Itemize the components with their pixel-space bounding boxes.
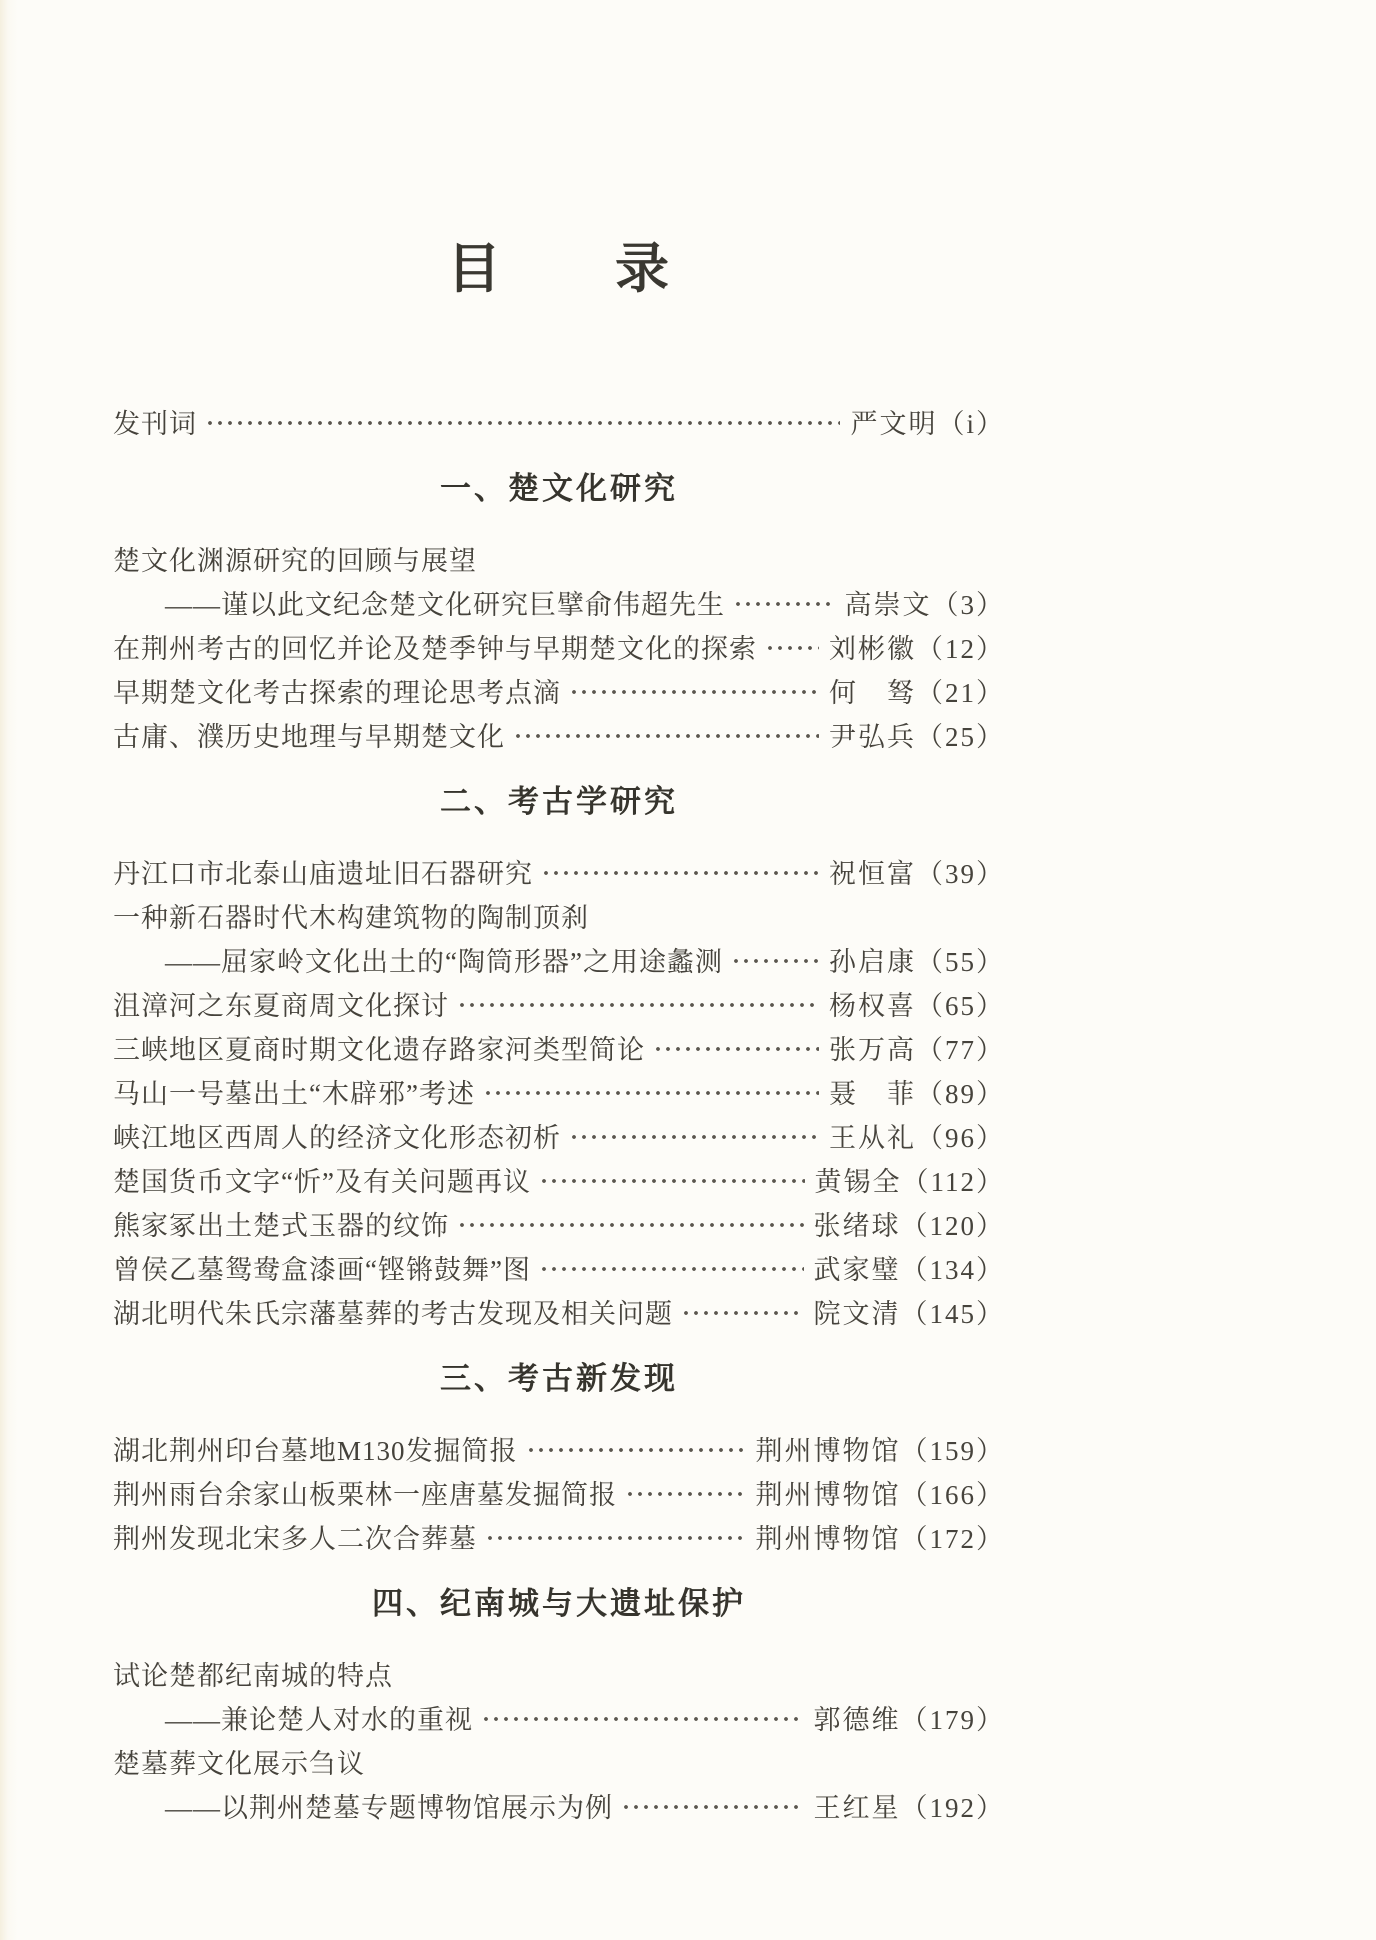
toc-entry-author-page	[829, 984, 1005, 1023]
dot-leader	[731, 937, 819, 981]
toc-entry-author-page	[756, 1429, 1006, 1468]
toc-entry-line2	[113, 1695, 1005, 1739]
toc-entry-author: 刘彬徽	[829, 633, 916, 664]
toc-entry-author: 聂 菲	[829, 1078, 916, 1109]
toc-entry-page: （96）	[916, 1122, 1005, 1153]
toc-entry-author-page	[829, 1028, 1005, 1067]
section-heading: 一、楚文化研究	[440, 471, 678, 506]
dot-leader	[653, 1025, 819, 1069]
toc-entry-page: （55）	[916, 946, 1005, 977]
dot-leader	[481, 1695, 804, 1739]
toc-entry-author: 荆州博物馆	[755, 1479, 901, 1510]
toc-entry-page: （112）	[901, 1166, 1005, 1197]
toc-entry-page: （172）	[900, 1523, 1005, 1554]
toc-entry-page: （120）	[900, 1210, 1005, 1241]
toc-list	[113, 399, 1005, 1827]
toc-entry	[113, 1245, 1005, 1289]
toc-entry-subtitle: ——兼论楚人对水的重视	[165, 1704, 473, 1735]
toc-entry-author-page	[756, 1517, 1006, 1556]
toc-entry-author-page	[829, 627, 1005, 666]
toc-entry-author-page	[845, 583, 1006, 622]
dot-leader	[569, 1113, 819, 1157]
toc-entry	[113, 624, 1005, 668]
section-heading: 四、纪南城与大遗址保护	[372, 1586, 746, 1621]
toc-entry-author: 尹弘兵	[829, 721, 916, 752]
toc-entry	[113, 1069, 1005, 1113]
dot-leader	[569, 668, 819, 712]
toc-entry-line1	[113, 536, 1005, 580]
toc-entry-line2	[113, 580, 1005, 624]
toc-entry-author-page	[829, 1116, 1005, 1155]
toc-entry-author: 严文明	[850, 408, 938, 439]
toc-entry-line1	[113, 1739, 1005, 1783]
toc-entry-page: （159）	[900, 1435, 1005, 1466]
toc-entry-author-page	[814, 1204, 1006, 1243]
toc-entry-author: 荆州博物馆	[755, 1523, 901, 1554]
dot-leader	[483, 1069, 819, 1113]
toc-entry	[113, 1514, 1005, 1558]
toc-entry-line1	[113, 1651, 1005, 1695]
toc-entry-author-page	[829, 852, 1005, 891]
toc-entry-subtitle: ——以荆州楚墓专题博物馆展示为例	[165, 1792, 613, 1823]
toc-entry-author: 黄锡全	[814, 1166, 902, 1197]
toc-entry-line2	[113, 1783, 1005, 1827]
toc-entry-title: 早期楚文化考古探索的理论思考点滴	[113, 677, 561, 708]
dot-leader	[765, 624, 819, 668]
toc-entry-author: 王红星	[813, 1792, 901, 1823]
toc-entry-author: 王从礼	[829, 1122, 916, 1153]
toc-entry-title: 楚文化渊源研究的回顾与展望	[113, 545, 477, 576]
section-heading: 二、考古学研究	[440, 784, 678, 819]
toc-entry-line2	[113, 937, 1005, 981]
toc-entry-line1	[113, 893, 1005, 937]
toc-entry-title: 湖北荆州印台墓地M130发掘简报	[113, 1435, 518, 1466]
dot-leader	[681, 1289, 804, 1333]
toc-entry	[113, 668, 1005, 712]
toc-entry-page: （39）	[916, 858, 1005, 889]
toc-entry-title: 试论楚都纪南城的特点	[113, 1660, 393, 1691]
dot-leader	[541, 849, 819, 893]
toc-entry-title: 发刊词	[113, 408, 197, 439]
toc-entry-author-page	[829, 671, 1005, 710]
dot-leader	[457, 1201, 804, 1245]
toc-entry-author: 杨权喜	[829, 990, 916, 1021]
text-block	[113, 0, 1005, 1827]
toc-entry	[113, 1157, 1005, 1201]
toc-entry-title: 在荆州考古的回忆并论及楚季钟与早期楚文化的探索	[113, 633, 757, 664]
toc-entry-author-page	[850, 402, 1005, 441]
toc-entry-title: 三峡地区夏商时期文化遗存路家河类型简论	[113, 1034, 645, 1065]
toc-entry-page: （134）	[900, 1254, 1005, 1285]
toc-entry-author: 郭德维	[813, 1704, 901, 1735]
toc-entry	[113, 981, 1005, 1025]
toc-entry-title: 丹江口市北泰山庙遗址旧石器研究	[113, 858, 533, 889]
dot-leader	[205, 399, 840, 443]
toc-entry-page: （192）	[900, 1792, 1005, 1823]
toc-entry-author: 祝恒富	[829, 858, 916, 889]
toc-entry-title: 峡江地区西周人的经济文化形态初析	[113, 1122, 561, 1153]
dot-leader	[539, 1157, 805, 1201]
toc-entry-author-page	[815, 1160, 1006, 1199]
toc-entry-author-page	[814, 1698, 1006, 1737]
toc-entry-author: 高崇文	[844, 589, 932, 620]
toc-entry-page: （65）	[916, 990, 1005, 1021]
toc-entry-author-page	[814, 1248, 1006, 1287]
toc-entry-page: （89）	[916, 1078, 1005, 1109]
toc-entry	[113, 1426, 1005, 1470]
toc-entry-title: 楚墓葬文化展示刍议	[113, 1748, 365, 1779]
dot-leader	[539, 1245, 804, 1289]
toc-entry-author: 孙启康	[829, 946, 916, 977]
dot-leader	[621, 1783, 804, 1827]
toc-entry	[113, 849, 1005, 893]
toc-entry	[113, 1025, 1005, 1069]
toc-entry	[113, 1289, 1005, 1333]
toc-entry-author: 张绪球	[813, 1210, 901, 1241]
toc-entry-title: 湖北明代朱氏宗藩墓葬的考古发现及相关问题	[113, 1298, 673, 1329]
dot-leader	[733, 580, 835, 624]
toc-entry	[113, 1113, 1005, 1157]
page-title: 目 录	[447, 239, 671, 299]
toc-entry	[113, 1201, 1005, 1245]
toc-entry-author-page	[756, 1473, 1006, 1512]
toc-entry-page: （179）	[900, 1704, 1005, 1735]
toc-entry-author-page	[829, 715, 1005, 754]
section-heading: 三、考古新发现	[440, 1361, 678, 1396]
toc-entry-author: 武家璧	[813, 1254, 901, 1285]
toc-entry-title: 古庸、濮历史地理与早期楚文化	[113, 721, 505, 752]
toc-entry-author: 张万高	[829, 1034, 916, 1065]
toc-entry-title: 荆州雨台余家山板栗林一座唐墓发掘简报	[113, 1479, 617, 1510]
toc-entry-page: （12）	[916, 633, 1005, 664]
toc-entry-title: 楚国货币文字“忻”及有关问题再议	[113, 1166, 531, 1197]
toc-entry-author-page	[814, 1786, 1006, 1825]
toc-entry-author-page	[814, 1292, 1006, 1331]
toc-entry-page: （21）	[916, 677, 1005, 708]
dot-leader	[625, 1470, 746, 1514]
dot-leader	[485, 1514, 746, 1558]
toc-entry	[113, 712, 1005, 756]
dot-leader	[457, 981, 819, 1025]
toc-entry-author-page	[829, 940, 1005, 979]
toc-entry-page: （145）	[900, 1298, 1005, 1329]
dot-leader	[513, 712, 819, 756]
toc-entry-page: （3）	[931, 589, 1005, 620]
dot-leader	[526, 1426, 746, 1470]
toc-entry-author: 荆州博物馆	[755, 1435, 901, 1466]
toc-entry-page: （166）	[900, 1479, 1005, 1510]
toc-entry-title: 一种新石器时代木构建筑物的陶制顶刹	[113, 902, 589, 933]
toc-entry-title: 沮漳河之东夏商周文化探讨	[113, 990, 449, 1021]
toc-entry-subtitle: ——谨以此文纪念楚文化研究巨擘俞伟超先生	[165, 589, 725, 620]
toc-entry-page: （25）	[916, 721, 1005, 752]
toc-entry-author-page	[829, 1072, 1005, 1111]
toc-entry-author: 何 驽	[829, 677, 916, 708]
toc-entry	[113, 1470, 1005, 1514]
toc-entry-title: 曾侯乙墓鸳鸯盒漆画“铿锵鼓舞”图	[113, 1254, 531, 1285]
toc-entry-title: 马山一号墓出土“木辟邪”考述	[113, 1078, 475, 1109]
toc-entry-author: 院文清	[813, 1298, 901, 1329]
toc-entry	[113, 399, 1005, 443]
toc-entry-title: 荆州发现北宋多人二次合葬墓	[113, 1523, 477, 1554]
toc-entry-subtitle: ——屈家岭文化出土的“陶筒形器”之用途蠡测	[165, 946, 723, 977]
toc-entry-page: （i）	[937, 408, 1005, 439]
toc-entry-title: 熊家冢出土楚式玉器的纹饰	[113, 1210, 449, 1241]
toc-entry-page: （77）	[916, 1034, 1005, 1065]
